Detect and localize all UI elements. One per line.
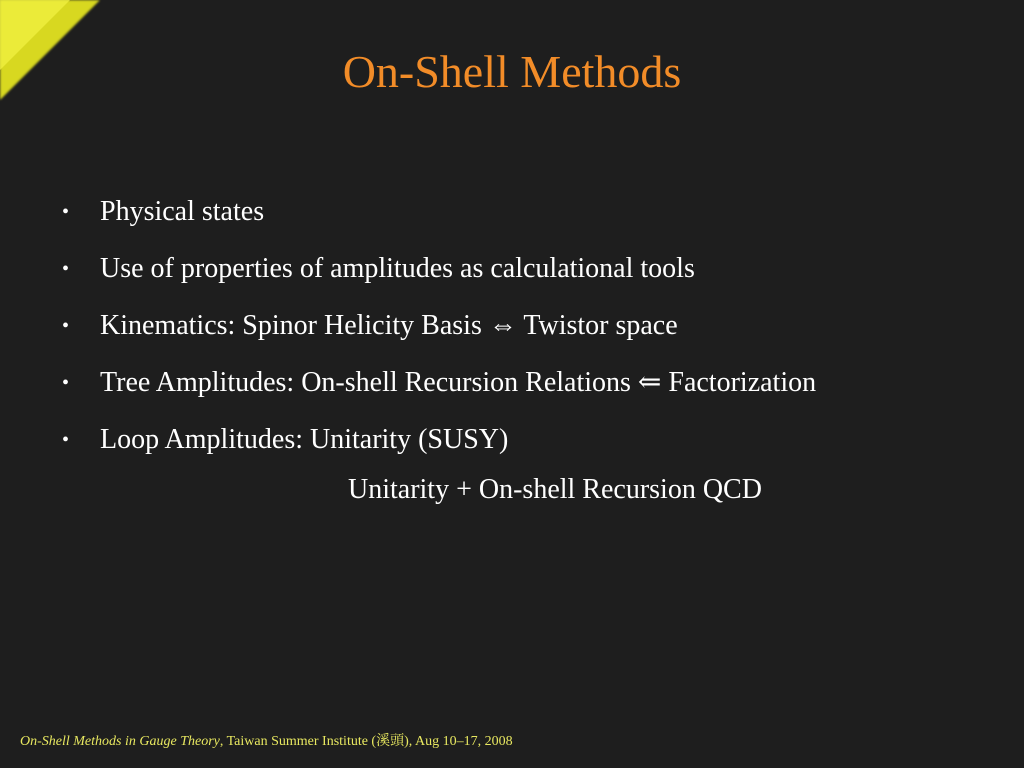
bullet-dot-icon: •	[62, 315, 70, 337]
bullet-item-tree-amplitudes	[62, 363, 816, 403]
bullet-item-properties	[62, 249, 816, 289]
slide-title: On-Shell Methods	[342, 46, 682, 97]
bullet-dot-icon: •	[62, 201, 70, 223]
bullet-text: Physical states	[100, 196, 265, 227]
bullet-text: Tree Amplitudes: On-shell Recursion Relations ⇐ Factorization	[100, 367, 817, 398]
slide-footer	[20, 733, 513, 751]
bullet-continuation: Unitarity + On-shell Recursion QCD	[348, 474, 762, 505]
bullet-list	[62, 192, 816, 477]
bullet-text: Loop Amplitudes: Unitarity (SUSY)	[100, 424, 509, 455]
bullet-text: Kinematics: Spinor Helicity Basis ⇔ Twistor space	[100, 310, 678, 341]
bullet-text: Use of properties of amplitudes as calculational tools	[100, 253, 695, 284]
bullet-item-loop-amplitudes	[62, 420, 816, 460]
bullet-dot-icon: •	[62, 372, 70, 394]
footer-location: 溪頭	[376, 734, 405, 749]
bullet-dot-icon: •	[62, 429, 70, 451]
footer-course-title: On-Shell Methods in Gauge Theory	[20, 734, 220, 749]
footer-event: , Taiwan Summer Institute (	[219, 734, 377, 749]
footer-dates: ), Aug 10–17, 2008	[404, 734, 513, 749]
bullet-item-physical-states	[62, 192, 816, 232]
bullet-dot-icon: •	[62, 258, 70, 280]
bullet-item-kinematics	[62, 306, 816, 346]
